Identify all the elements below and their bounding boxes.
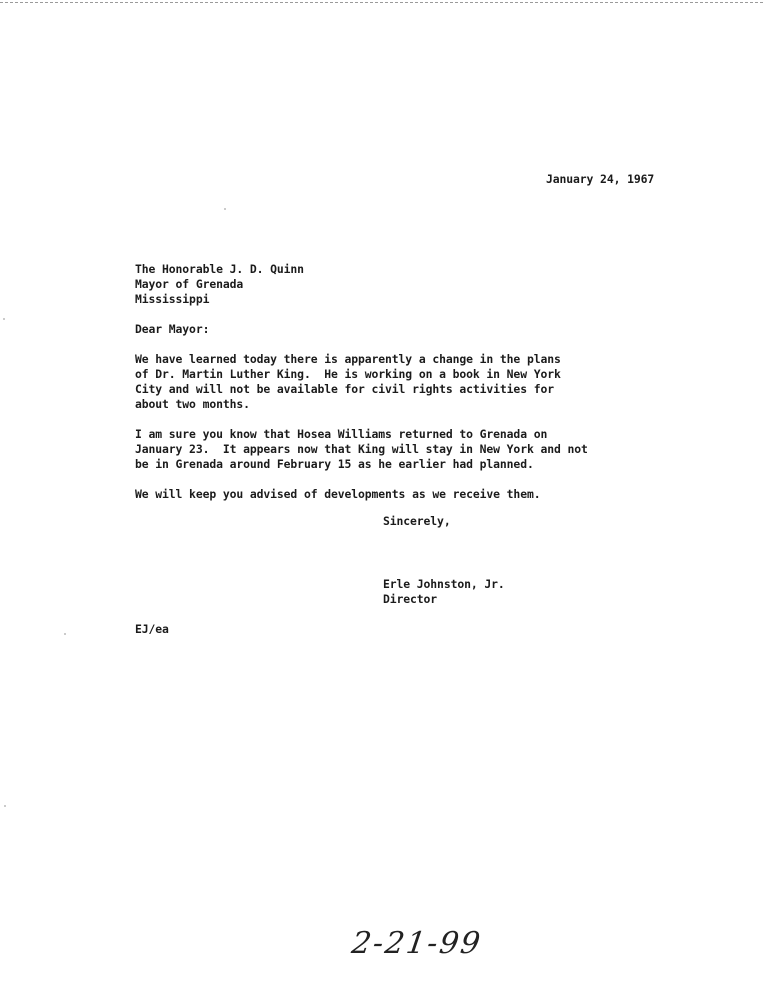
paragraph-line: City and will not be available for civil rights activities for [135,382,554,396]
letter-date: January 24, 1967 [546,172,655,186]
handwritten-date: 2-21-99 [349,926,485,961]
recipient-address [135,262,304,307]
closing: Sincerely, [383,514,451,528]
paragraph-line: We have learned today there is apparently a change in the plans [135,352,561,366]
paragraph-line: about two months. [135,397,250,411]
recipient-line: Mayor of Grenada [135,277,244,291]
scan-speck [4,805,6,807]
signer-title: Director [383,592,438,606]
scan-speck [3,318,5,320]
paragraph-line: be in Grenada around February 15 as he earlier had planned. [135,457,534,471]
recipient-line: The Honorable J. D. Quinn [135,262,304,276]
paragraph-line: I am sure you know that Hosea Williams returned to Grenada on [135,427,548,441]
top-border-rule [0,2,763,3]
signer-name: Erle Johnston, Jr. [383,577,505,591]
recipient-line: Mississippi [135,292,210,306]
paragraph-1 [135,352,561,412]
typist-initials: EJ/ea [135,622,169,636]
paragraph-3: We will keep you advised of developments as we receive them. [135,487,541,501]
scan-speck [224,208,226,210]
salutation: Dear Mayor: [135,322,210,336]
scan-speck [64,633,66,635]
paragraph-line: of Dr. Martin Luther King. He is working on a book in New York [135,367,561,381]
paragraph-line: January 23. It appears now that King will stay in New York and not [135,442,588,456]
paragraph-2 [135,427,588,472]
signature-block [383,577,505,607]
